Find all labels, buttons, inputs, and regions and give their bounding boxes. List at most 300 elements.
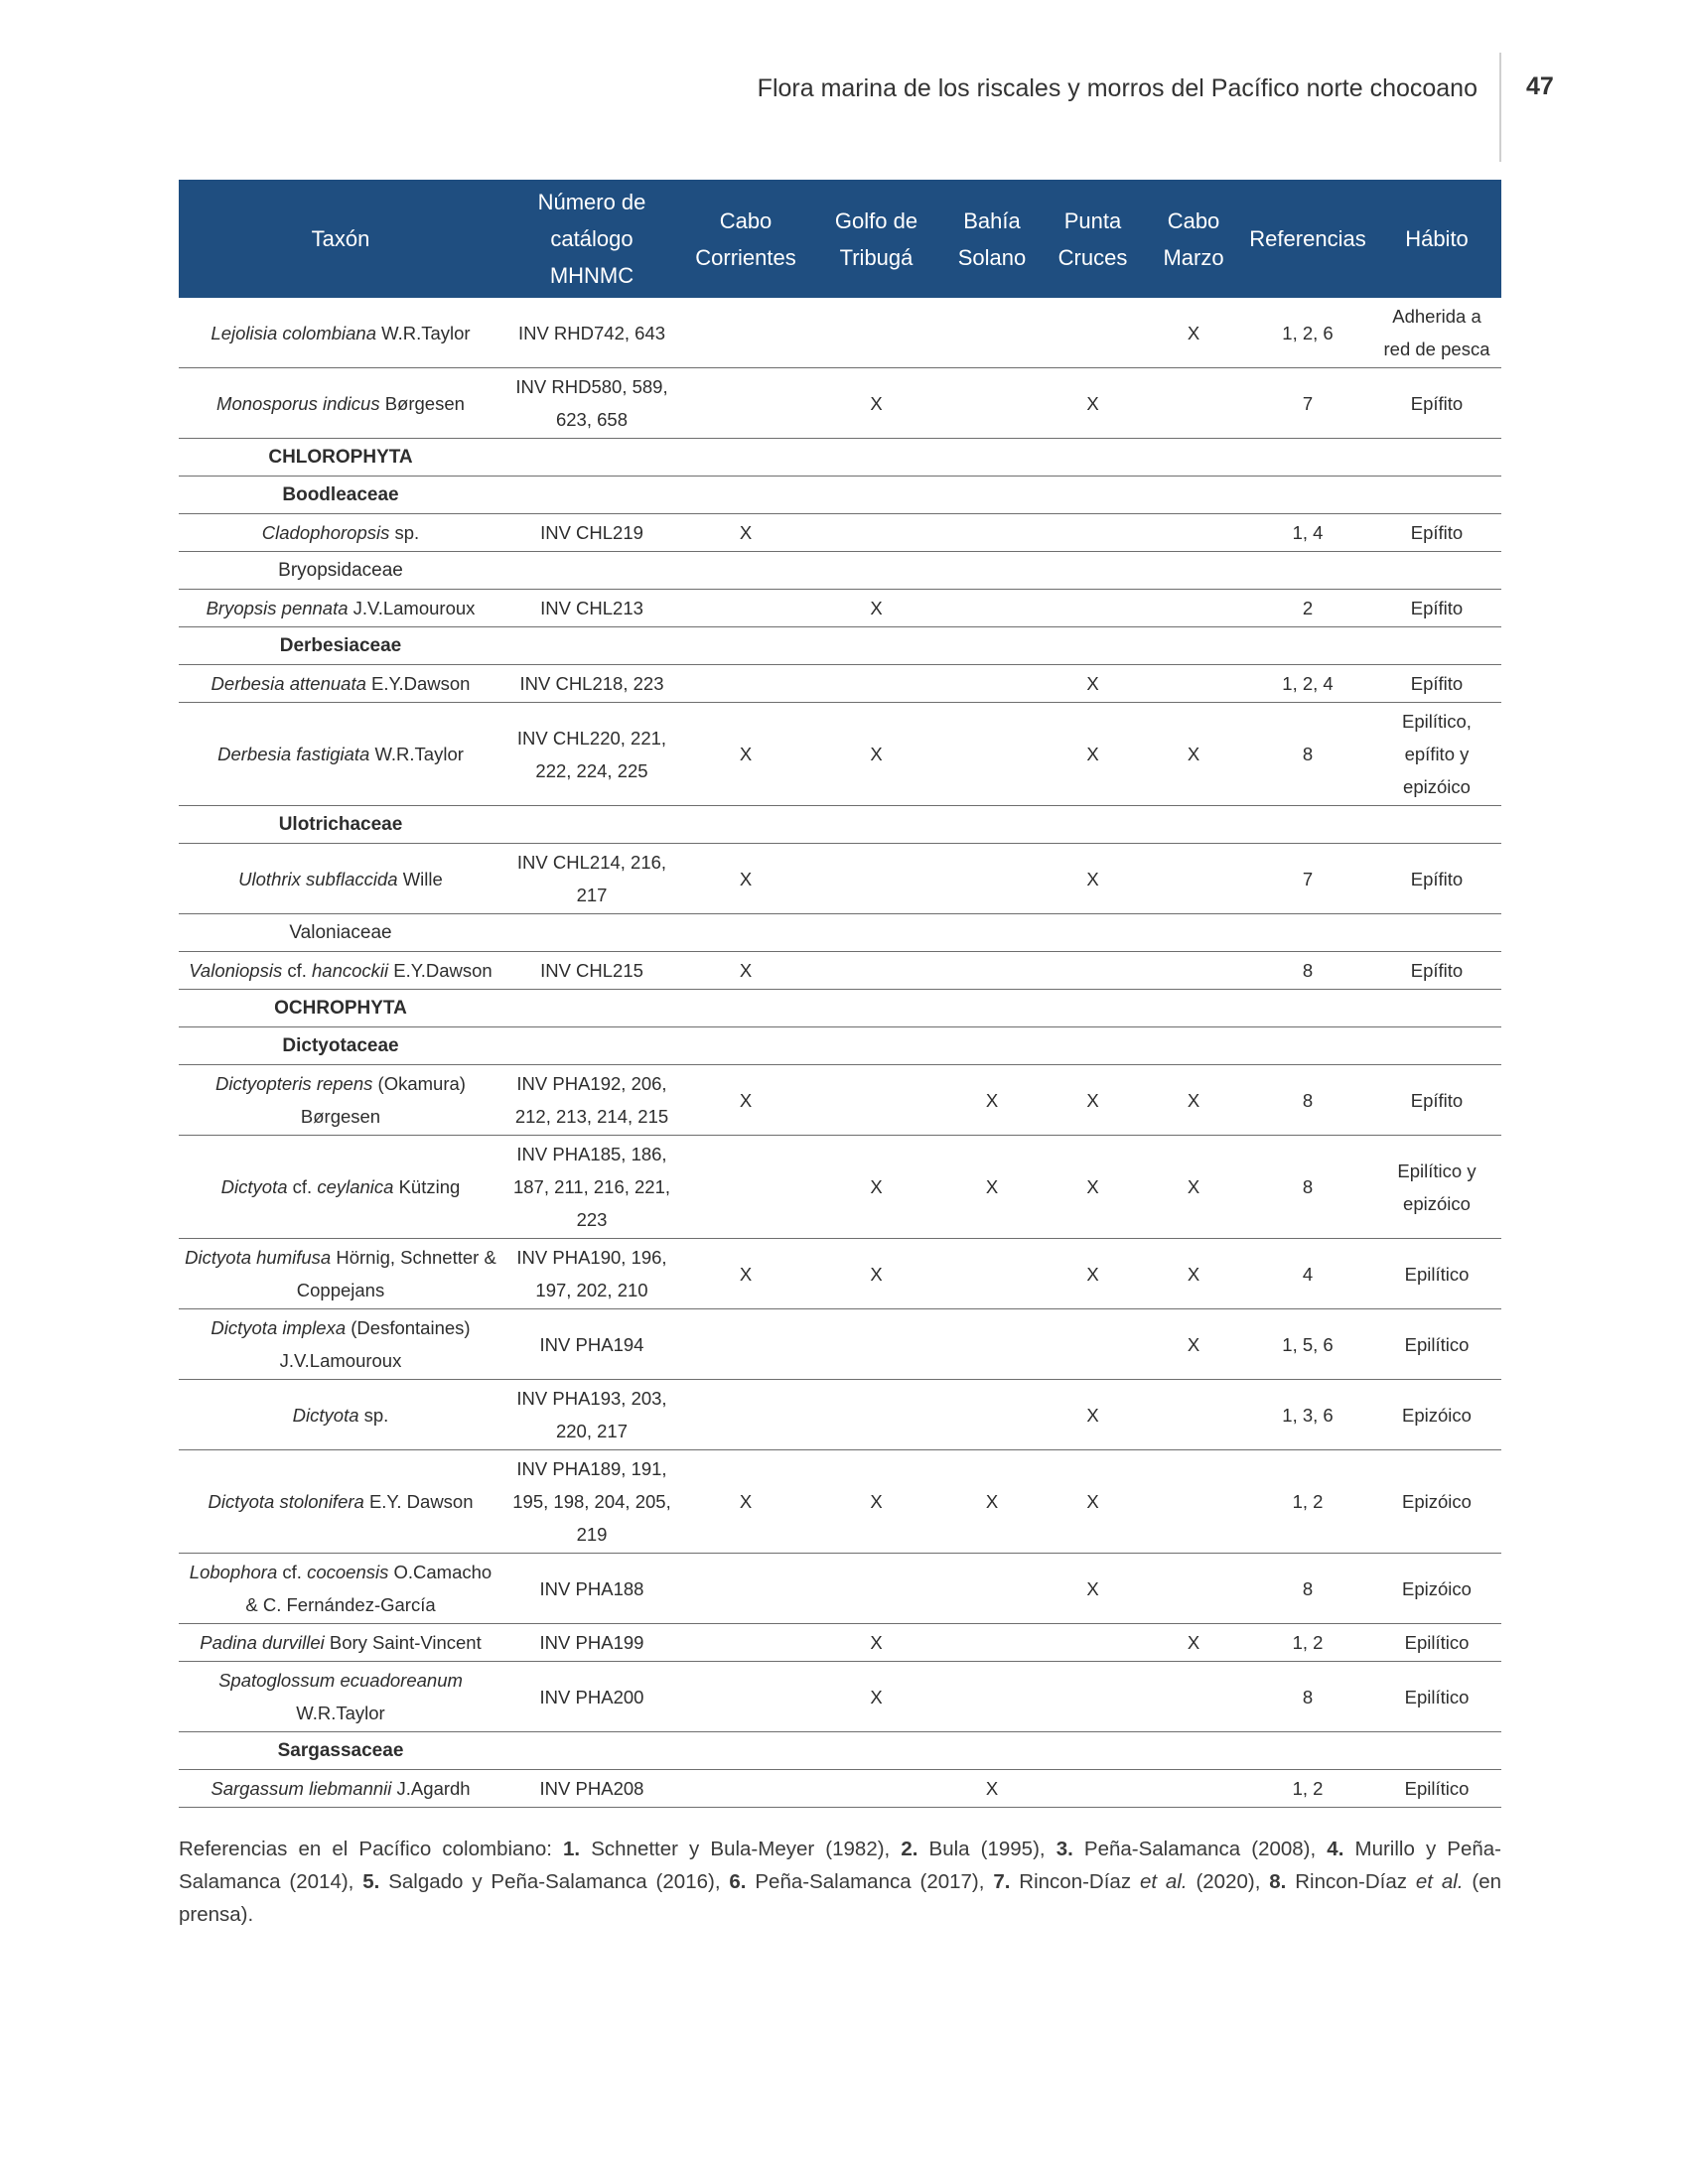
table-row — [179, 1554, 1501, 1624]
empty-cell — [681, 552, 810, 590]
catalog-cell: INV PHA188 — [502, 1554, 681, 1624]
referencias-cell: 8 — [1243, 952, 1372, 990]
empty-cell — [942, 1732, 1042, 1770]
running-head — [0, 74, 1688, 114]
group-label: CHLOROPHYTA — [179, 439, 502, 477]
presence-bahia-solano — [942, 952, 1042, 990]
referencias-cell: 8 — [1243, 1136, 1372, 1239]
habito-cell: Adherida a red de pesca — [1372, 298, 1501, 368]
reference-text: Schnetter y Bula-Meyer (1982), — [580, 1838, 902, 1860]
reference-year: (2020), — [1187, 1870, 1270, 1893]
presence-bahia-solano: X — [942, 1136, 1042, 1239]
taxon-author: Børgesen — [379, 392, 465, 414]
taxon-author: cf. — [282, 960, 313, 981]
taxon-name: Dictyota — [292, 1404, 359, 1426]
habito-cell: Epilítico, epífito y epizóico — [1372, 703, 1501, 806]
taxon-cell — [179, 1136, 502, 1239]
empty-cell — [810, 477, 942, 514]
referencias-cell: 2 — [1243, 590, 1372, 627]
presence-cabo-marzo — [1144, 665, 1243, 703]
catalog-cell: INV RHD742, 643 — [502, 298, 681, 368]
page-number: 47 — [1526, 72, 1554, 100]
habito-cell: Epilítico — [1372, 1309, 1501, 1380]
taxon-author: cf. — [287, 1176, 318, 1197]
presence-bahia-solano — [942, 1380, 1042, 1450]
presence-golfo-tribuga — [810, 665, 942, 703]
empty-cell — [1144, 477, 1243, 514]
taxon-name: Derbesia attenuata — [211, 673, 366, 694]
habito-cell: Epífito — [1372, 514, 1501, 552]
referencias-cell: 8 — [1243, 1065, 1372, 1136]
referencias-cell: 1, 2 — [1243, 1450, 1372, 1554]
presence-cabo-corrientes: X — [681, 703, 810, 806]
presence-bahia-solano — [942, 665, 1042, 703]
habito-cell: Epilítico — [1372, 1239, 1501, 1309]
table-row — [179, 368, 1501, 439]
presence-cabo-marzo — [1144, 1380, 1243, 1450]
presence-cabo-corrientes — [681, 1624, 810, 1662]
presence-cabo-corrientes — [681, 1770, 810, 1808]
taxon-author: Wille — [397, 868, 443, 889]
table-row — [179, 1065, 1501, 1136]
referencias-cell: 1, 4 — [1243, 514, 1372, 552]
catalog-cell: INV RHD580, 589, 623, 658 — [502, 368, 681, 439]
taxon-author: cf. — [277, 1562, 308, 1582]
taxon-name: Dictyota humifusa — [185, 1247, 332, 1268]
empty-cell — [1144, 439, 1243, 477]
table-row — [179, 665, 1501, 703]
empty-cell — [502, 552, 681, 590]
presence-punta-cruces: X — [1042, 1065, 1144, 1136]
taxon-author: sp. — [389, 522, 420, 543]
catalog-cell: INV PHA189, 191, 195, 198, 204, 205, 219 — [502, 1450, 681, 1554]
taxon-cell — [179, 514, 502, 552]
presence-punta-cruces: X — [1042, 844, 1144, 914]
empty-cell — [681, 477, 810, 514]
reference-text: Bula (1995), — [917, 1838, 1056, 1860]
empty-cell — [681, 627, 810, 665]
empty-cell — [1372, 1027, 1501, 1065]
footnote-intro: Referencias en el Pacífico colombiano: — [179, 1838, 564, 1860]
taxon-name: Cladophoropsis — [261, 522, 390, 543]
taxon-epithet: hancockii — [312, 960, 389, 981]
table-group-row — [179, 1732, 1501, 1770]
empty-cell — [1144, 552, 1243, 590]
habito-cell: Epilítico — [1372, 1624, 1501, 1662]
running-title: Flora marina de los riscales y morros del Pacífico norte chocoano — [757, 74, 1477, 102]
presence-punta-cruces: X — [1042, 665, 1144, 703]
presence-golfo-tribuga — [810, 1065, 942, 1136]
presence-cabo-marzo: X — [1144, 703, 1243, 806]
presence-punta-cruces — [1042, 1662, 1144, 1732]
presence-bahia-solano — [942, 1624, 1042, 1662]
habito-cell: Epizóico — [1372, 1554, 1501, 1624]
presence-cabo-corrientes — [681, 1380, 810, 1450]
habito-cell: Epilítico y epizóico — [1372, 1136, 1501, 1239]
presence-cabo-marzo: X — [1144, 1136, 1243, 1239]
presence-punta-cruces: X — [1042, 1554, 1144, 1624]
referencias-cell: 1, 2, 4 — [1243, 665, 1372, 703]
presence-golfo-tribuga — [810, 1554, 942, 1624]
table-row — [179, 1380, 1501, 1450]
empty-cell — [681, 1027, 810, 1065]
taxon-name: Monosporus indicus — [216, 392, 380, 414]
presence-cabo-corrientes: X — [681, 952, 810, 990]
presence-golfo-tribuga: X — [810, 1239, 942, 1309]
presence-cabo-marzo: X — [1144, 298, 1243, 368]
presence-golfo-tribuga — [810, 844, 942, 914]
empty-cell — [681, 914, 810, 952]
presence-cabo-marzo: X — [1144, 1309, 1243, 1380]
habito-cell: Epífito — [1372, 952, 1501, 990]
col-header-habito: Hábito — [1372, 180, 1501, 298]
taxon-author: Bory Saint-Vincent — [324, 1632, 482, 1653]
table-group-row — [179, 552, 1501, 590]
presence-cabo-corrientes: X — [681, 1065, 810, 1136]
taxon-name: Sargassum liebmannii — [211, 1778, 392, 1799]
taxon-name: Ulothrix subflaccida — [238, 868, 398, 889]
table-group-row — [179, 914, 1501, 952]
catalog-cell: INV PHA194 — [502, 1309, 681, 1380]
taxon-cell — [179, 1065, 502, 1136]
presence-golfo-tribuga: X — [810, 1662, 942, 1732]
presence-cabo-corrientes — [681, 1554, 810, 1624]
empty-cell — [810, 552, 942, 590]
table-row — [179, 1136, 1501, 1239]
empty-cell — [1042, 806, 1144, 844]
taxon-author: E.Y.Dawson — [365, 673, 471, 694]
taxon-author: W.R.Taylor — [376, 322, 471, 343]
habito-cell: Epilítico — [1372, 1770, 1501, 1808]
table-row — [179, 844, 1501, 914]
referencias-cell: 4 — [1243, 1239, 1372, 1309]
group-label: Sargassaceae — [179, 1732, 502, 1770]
table-row — [179, 1624, 1501, 1662]
empty-cell — [810, 1732, 942, 1770]
empty-cell — [1243, 1027, 1372, 1065]
empty-cell — [1243, 914, 1372, 952]
taxon-author: W.R.Taylor — [369, 744, 464, 764]
taxon-name: Lejolisia colombiana — [211, 322, 377, 343]
presence-bahia-solano — [942, 368, 1042, 439]
empty-cell — [810, 627, 942, 665]
group-label: Dictyotaceae — [179, 1027, 502, 1065]
presence-cabo-corrientes: X — [681, 844, 810, 914]
presence-punta-cruces: X — [1042, 368, 1144, 439]
presence-cabo-corrientes — [681, 665, 810, 703]
reference-number: 7. — [993, 1870, 1011, 1893]
empty-cell — [1042, 990, 1144, 1027]
col-header-punta-cruces: Punta Cruces — [1042, 180, 1144, 298]
empty-cell — [942, 627, 1042, 665]
presence-cabo-marzo: X — [1144, 1239, 1243, 1309]
empty-cell — [810, 914, 942, 952]
empty-cell — [1042, 477, 1144, 514]
taxon-cell — [179, 1770, 502, 1808]
taxon-cell — [179, 1309, 502, 1380]
taxon-cell — [179, 590, 502, 627]
catalog-cell: INV CHL220, 221, 222, 224, 225 — [502, 703, 681, 806]
presence-bahia-solano — [942, 844, 1042, 914]
catalog-cell: INV CHL214, 216, 217 — [502, 844, 681, 914]
empty-cell — [1243, 627, 1372, 665]
empty-cell — [1042, 552, 1144, 590]
presence-punta-cruces: X — [1042, 1450, 1144, 1554]
empty-cell — [502, 914, 681, 952]
presence-punta-cruces — [1042, 1309, 1144, 1380]
reference-number: 8. — [1269, 1870, 1287, 1893]
taxon-epithet: ceylanica — [317, 1176, 394, 1197]
taxon-name: Lobophora — [189, 1562, 278, 1582]
empty-cell — [1243, 477, 1372, 514]
references-footnote — [179, 1833, 1501, 1931]
empty-cell — [810, 990, 942, 1027]
reference-et-al: et al. — [1139, 1870, 1188, 1893]
taxon-cell — [179, 703, 502, 806]
reference-number: 6. — [729, 1870, 747, 1893]
presence-golfo-tribuga — [810, 1770, 942, 1808]
catalog-cell: INV PHA185, 186, 187, 211, 216, 221, 223 — [502, 1136, 681, 1239]
presence-golfo-tribuga: X — [810, 368, 942, 439]
habito-cell: Epífito — [1372, 665, 1501, 703]
taxon-author-2: Kützing — [393, 1176, 461, 1197]
taxon-name: Padina durvillei — [200, 1632, 325, 1653]
header-divider — [1499, 53, 1501, 162]
referencias-cell: 8 — [1243, 703, 1372, 806]
presence-cabo-marzo: X — [1144, 1065, 1243, 1136]
taxon-cell — [179, 952, 502, 990]
group-label: OCHROPHYTA — [179, 990, 502, 1027]
species-table — [179, 180, 1501, 1808]
col-header-taxon: Taxón — [179, 180, 502, 298]
referencias-cell: 1, 3, 6 — [1243, 1380, 1372, 1450]
empty-cell — [810, 439, 942, 477]
presence-bahia-solano: X — [942, 1450, 1042, 1554]
table-row — [179, 590, 1501, 627]
taxon-name: Dictyota stolonifera — [208, 1491, 364, 1512]
presence-punta-cruces — [1042, 952, 1144, 990]
catalog-cell: INV CHL213 — [502, 590, 681, 627]
table-row — [179, 298, 1501, 368]
presence-punta-cruces: X — [1042, 1136, 1144, 1239]
presence-punta-cruces — [1042, 590, 1144, 627]
empty-cell — [1144, 627, 1243, 665]
taxon-author: (Okamura) Børgesen — [300, 1073, 466, 1127]
presence-cabo-corrientes — [681, 298, 810, 368]
reference-number: 2. — [901, 1838, 918, 1860]
taxon-name: Spatoglossum ecuadoreanum — [218, 1670, 463, 1691]
taxon-name: Bryopsis pennata — [206, 598, 349, 618]
presence-cabo-corrientes: X — [681, 1239, 810, 1309]
referencias-cell: 7 — [1243, 368, 1372, 439]
empty-cell — [810, 1027, 942, 1065]
taxon-name: Dictyota — [220, 1176, 288, 1197]
taxon-author-2: E.Y.Dawson — [388, 960, 492, 981]
empty-cell — [1243, 1732, 1372, 1770]
table-header-row — [179, 180, 1501, 298]
taxon-name: Valoniopsis — [189, 960, 283, 981]
catalog-cell: INV PHA193, 203, 220, 217 — [502, 1380, 681, 1450]
empty-cell — [1372, 552, 1501, 590]
taxon-epithet: cocoensis — [307, 1562, 389, 1582]
taxon-author: W.R.Taylor — [296, 1703, 385, 1723]
referencias-cell: 7 — [1243, 844, 1372, 914]
referencias-cell: 8 — [1243, 1662, 1372, 1732]
taxon-author: (Desfontaines) J.V.Lamouroux — [279, 1317, 471, 1371]
presence-golfo-tribuga: X — [810, 703, 942, 806]
presence-punta-cruces — [1042, 1770, 1144, 1808]
catalog-cell: INV CHL219 — [502, 514, 681, 552]
habito-cell: Epífito — [1372, 1065, 1501, 1136]
presence-cabo-corrientes — [681, 1662, 810, 1732]
empty-cell — [942, 439, 1042, 477]
empty-cell — [502, 1732, 681, 1770]
empty-cell — [502, 439, 681, 477]
presence-golfo-tribuga: X — [810, 1624, 942, 1662]
table-row — [179, 1770, 1501, 1808]
presence-bahia-solano — [942, 1309, 1042, 1380]
table-group-row — [179, 1027, 1501, 1065]
referencias-cell: 1, 2, 6 — [1243, 298, 1372, 368]
empty-cell — [1243, 990, 1372, 1027]
taxon-cell — [179, 1450, 502, 1554]
habito-cell: Epífito — [1372, 368, 1501, 439]
reference-number: 1. — [563, 1838, 581, 1860]
table-row — [179, 514, 1501, 552]
empty-cell — [1243, 806, 1372, 844]
table-group-row — [179, 477, 1501, 514]
empty-cell — [1144, 1732, 1243, 1770]
presence-cabo-marzo — [1144, 1554, 1243, 1624]
presence-punta-cruces — [1042, 514, 1144, 552]
presence-cabo-corrientes — [681, 1309, 810, 1380]
catalog-cell: INV PHA208 — [502, 1770, 681, 1808]
empty-cell — [681, 806, 810, 844]
empty-cell — [1372, 990, 1501, 1027]
presence-golfo-tribuga — [810, 1380, 942, 1450]
empty-cell — [942, 914, 1042, 952]
col-header-cabo-marzo: Cabo Marzo — [1144, 180, 1243, 298]
table-row — [179, 1662, 1501, 1732]
referencias-cell: 8 — [1243, 1554, 1372, 1624]
empty-cell — [1042, 1027, 1144, 1065]
presence-bahia-solano: X — [942, 1770, 1042, 1808]
empty-cell — [1372, 914, 1501, 952]
presence-bahia-solano — [942, 1239, 1042, 1309]
presence-bahia-solano — [942, 1554, 1042, 1624]
col-header-referencias: Referencias — [1243, 180, 1372, 298]
presence-bahia-solano — [942, 298, 1042, 368]
empty-cell — [1042, 1732, 1144, 1770]
reference-text: Peña-Salamanca (2008), — [1072, 1838, 1328, 1860]
table-row — [179, 1450, 1501, 1554]
table-group-row — [179, 806, 1501, 844]
presence-cabo-marzo — [1144, 1450, 1243, 1554]
taxon-cell — [179, 1554, 502, 1624]
empty-cell — [1144, 914, 1243, 952]
presence-cabo-marzo — [1144, 368, 1243, 439]
presence-cabo-corrientes — [681, 1136, 810, 1239]
presence-golfo-tribuga — [810, 952, 942, 990]
presence-punta-cruces — [1042, 298, 1144, 368]
taxon-cell — [179, 1239, 502, 1309]
presence-punta-cruces: X — [1042, 703, 1144, 806]
reference-number: 4. — [1327, 1838, 1344, 1860]
catalog-cell: INV CHL215 — [502, 952, 681, 990]
empty-cell — [942, 552, 1042, 590]
catalog-cell: INV PHA200 — [502, 1662, 681, 1732]
col-header-golfo-tribuga: Golfo de Tribugá — [810, 180, 942, 298]
presence-cabo-corrientes: X — [681, 1450, 810, 1554]
habito-cell: Epizóico — [1372, 1380, 1501, 1450]
taxon-author: J.V.Lamouroux — [348, 598, 476, 618]
table-row — [179, 1239, 1501, 1309]
habito-cell: Epífito — [1372, 844, 1501, 914]
referencias-cell: 1, 5, 6 — [1243, 1309, 1372, 1380]
empty-cell — [1372, 806, 1501, 844]
taxon-cell — [179, 298, 502, 368]
table-body — [179, 298, 1501, 1808]
empty-cell — [681, 439, 810, 477]
table-group-row — [179, 990, 1501, 1027]
catalog-cell: INV PHA192, 206, 212, 213, 214, 215 — [502, 1065, 681, 1136]
table-group-row — [179, 627, 1501, 665]
empty-cell — [1243, 552, 1372, 590]
reference-text: Murillo y Peña-Salamanca (2014), — [179, 1838, 1501, 1893]
catalog-cell: INV PHA199 — [502, 1624, 681, 1662]
empty-cell — [1372, 627, 1501, 665]
group-label: Boodleaceae — [179, 477, 502, 514]
taxon-author-2: O.Camacho & C. Fernández-García — [245, 1562, 492, 1615]
empty-cell — [1042, 439, 1144, 477]
presence-bahia-solano — [942, 703, 1042, 806]
presence-punta-cruces: X — [1042, 1380, 1144, 1450]
col-header-cabo-corrientes: Cabo Corrientes — [681, 180, 810, 298]
table-group-row — [179, 439, 1501, 477]
empty-cell — [502, 806, 681, 844]
table-row — [179, 952, 1501, 990]
empty-cell — [1042, 627, 1144, 665]
reference-text: Peña-Salamanca (2017), — [746, 1870, 994, 1893]
taxon-author: Hörnig, Schnetter & Coppejans — [296, 1247, 496, 1300]
empty-cell — [942, 477, 1042, 514]
taxon-cell — [179, 1380, 502, 1450]
empty-cell — [1243, 439, 1372, 477]
presence-golfo-tribuga: X — [810, 1450, 942, 1554]
empty-cell — [1042, 914, 1144, 952]
reference-number: 3. — [1055, 1838, 1073, 1860]
habito-cell: Epífito — [1372, 590, 1501, 627]
catalog-cell: INV PHA190, 196, 197, 202, 210 — [502, 1239, 681, 1309]
presence-cabo-marzo: X — [1144, 1624, 1243, 1662]
catalog-cell: INV CHL218, 223 — [502, 665, 681, 703]
presence-bahia-solano — [942, 590, 1042, 627]
empty-cell — [681, 990, 810, 1027]
presence-cabo-marzo — [1144, 514, 1243, 552]
taxon-author: sp. — [358, 1404, 389, 1426]
empty-cell — [942, 806, 1042, 844]
taxon-name: Derbesia fastigiata — [217, 744, 370, 764]
presence-cabo-marzo — [1144, 590, 1243, 627]
presence-punta-cruces: X — [1042, 1239, 1144, 1309]
empty-cell — [1372, 439, 1501, 477]
presence-bahia-solano — [942, 514, 1042, 552]
empty-cell — [1144, 806, 1243, 844]
empty-cell — [1372, 477, 1501, 514]
taxon-cell — [179, 1624, 502, 1662]
presence-cabo-marzo — [1144, 844, 1243, 914]
reference-et-al: et al. — [1415, 1870, 1464, 1893]
